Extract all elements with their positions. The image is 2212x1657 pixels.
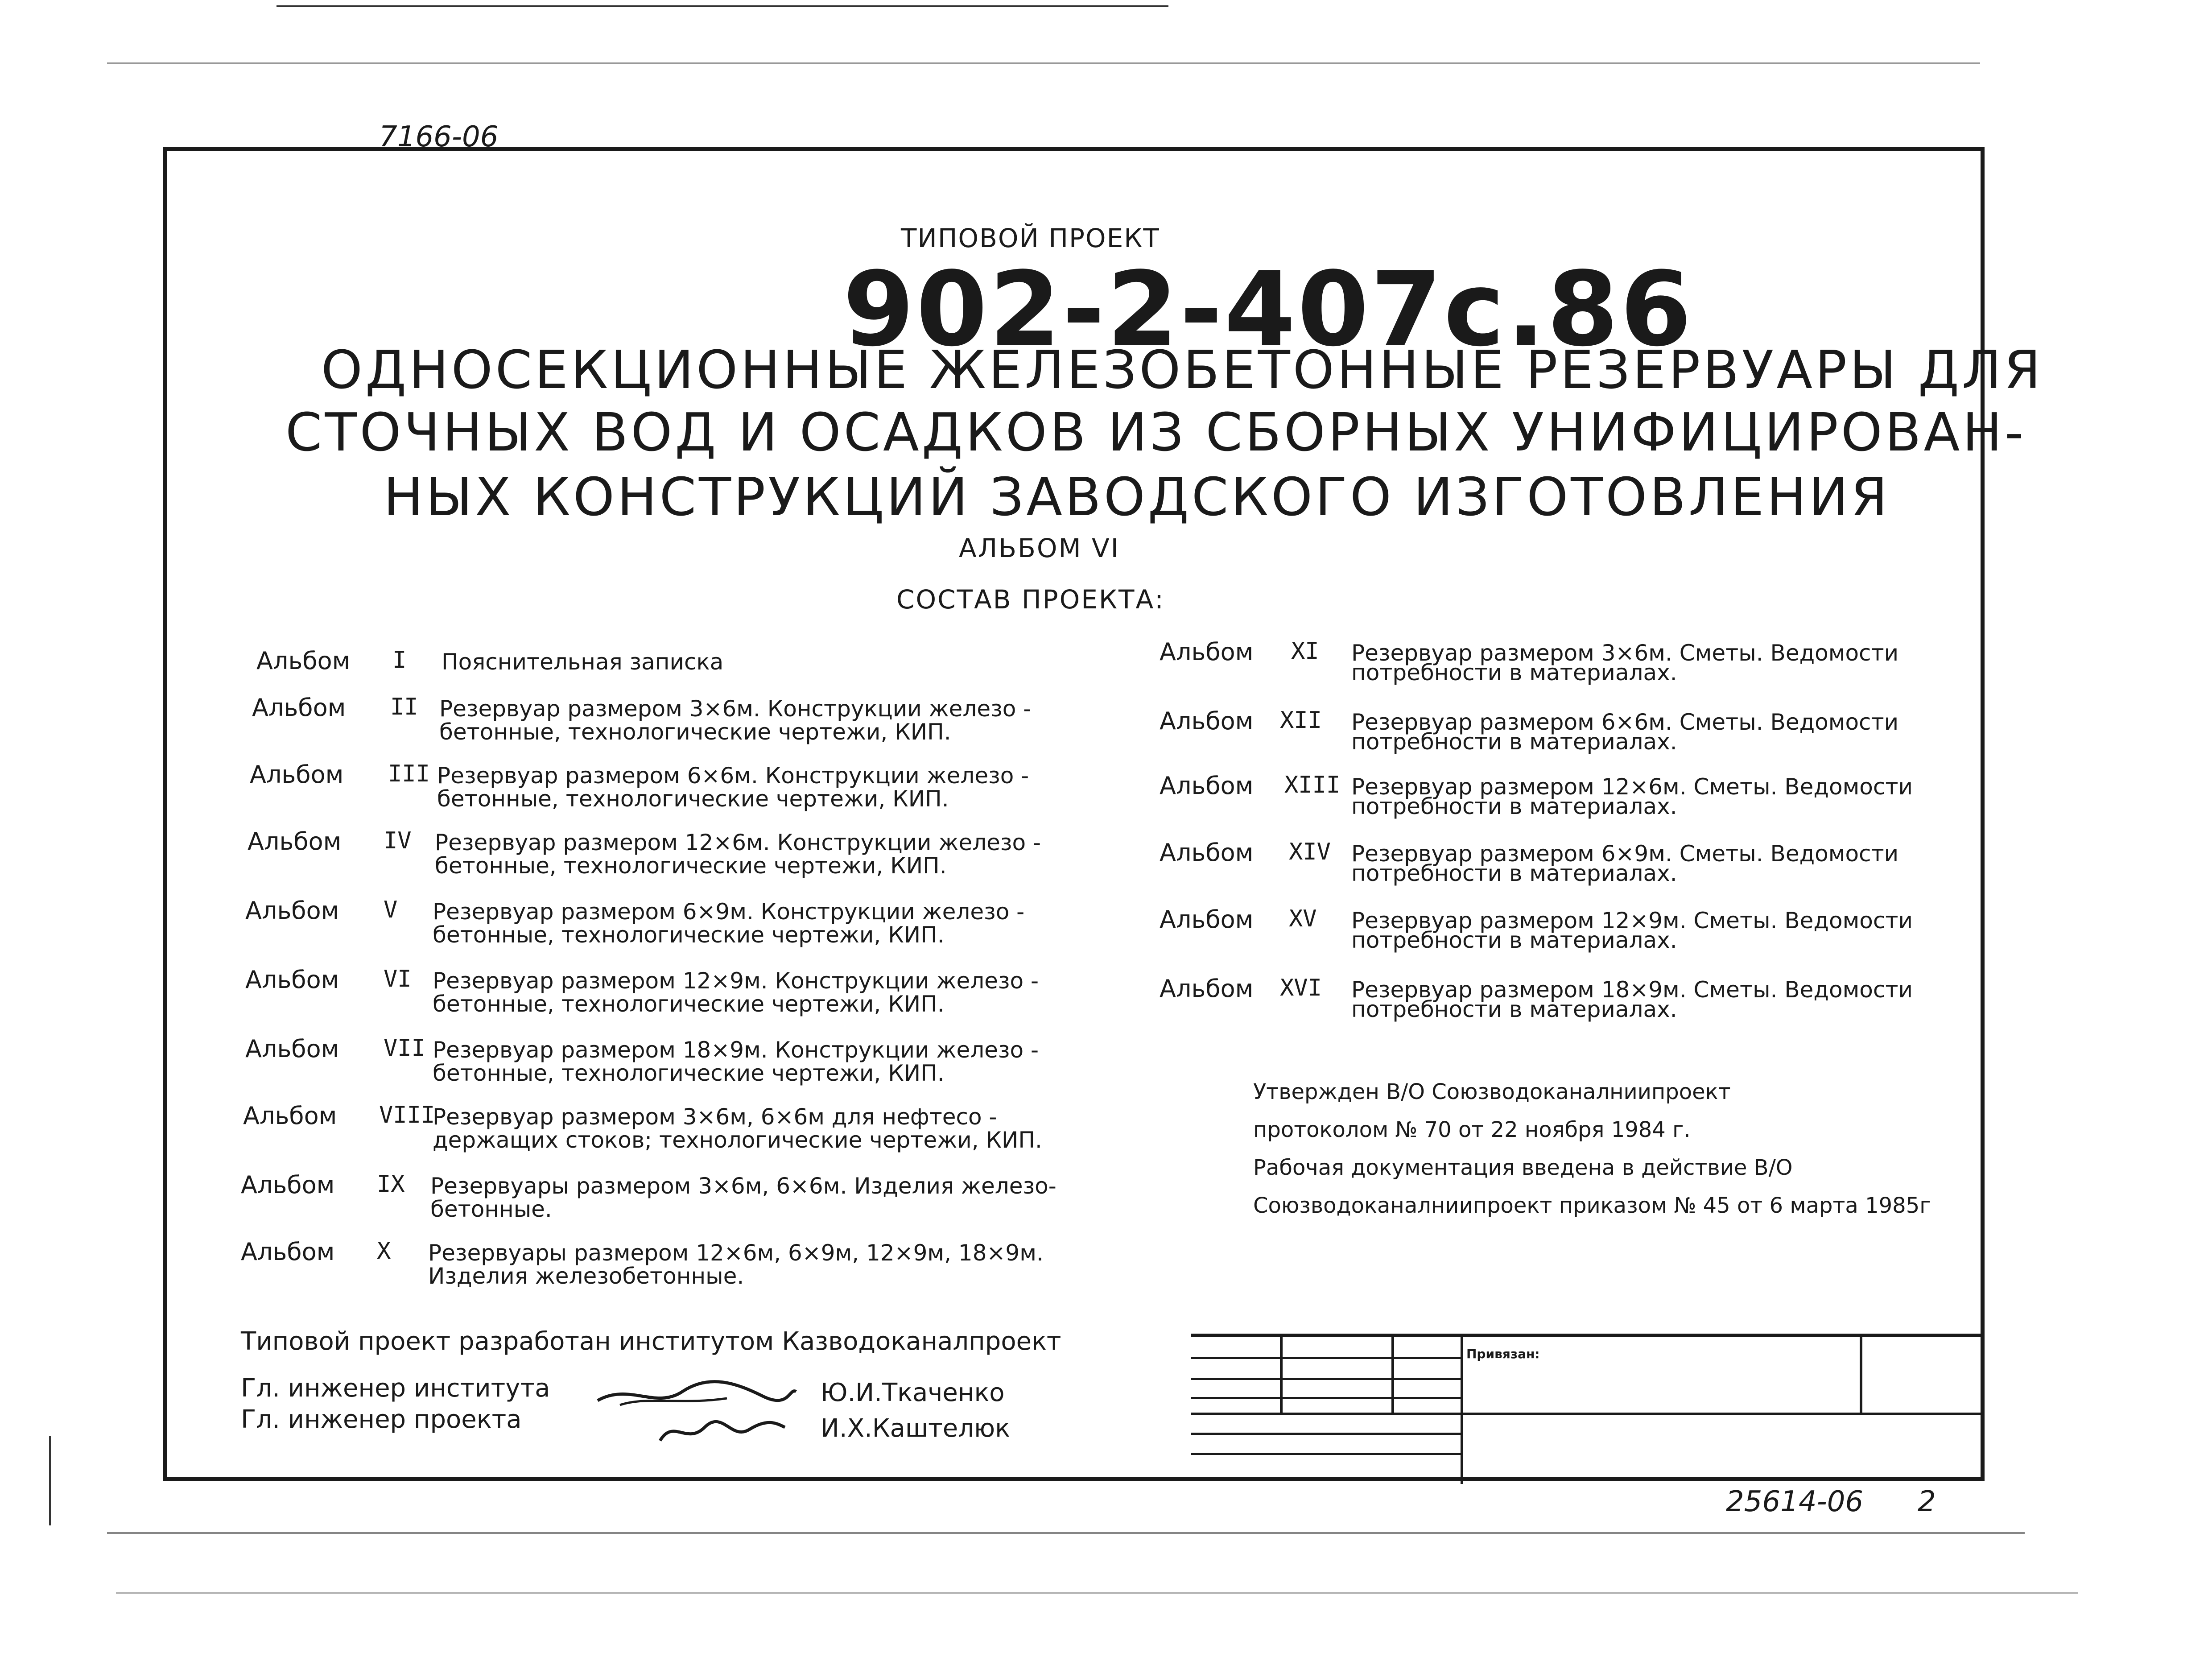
- album-label: Альбом: [1160, 975, 1254, 1003]
- album-numeral: XIV: [1289, 839, 1331, 865]
- album-label: Альбом: [245, 966, 339, 994]
- album-description-cont: бетонные, технологические чертежи, КИП.: [433, 1060, 945, 1086]
- document-code-top: 7166-06: [379, 120, 499, 153]
- stamp-row: [1191, 1397, 1461, 1399]
- project-kicker: ТИПОВОЙ ПРОЕКТ: [901, 223, 1160, 253]
- album-description-cont: потребности в материалах.: [1351, 660, 1677, 686]
- developer-line: Типовой проект разработан институтом Казводоканалпроект: [241, 1327, 1061, 1356]
- scan-mark-bottom-2: [116, 1592, 2078, 1594]
- album-description-cont: бетонные, технологические чертежи, КИП.: [433, 991, 945, 1017]
- stamp-row: [1191, 1433, 1461, 1435]
- stamp-row: [1191, 1453, 1461, 1455]
- album-description: Резервуары размером 3×6м, 6×6м. Изделия железо-: [430, 1173, 1056, 1199]
- album-label: Альбом: [1160, 905, 1254, 934]
- album-numeral: XI: [1291, 638, 1319, 665]
- album-description: Резервуар размером 6×6м. Конструкции железо -: [437, 763, 1029, 789]
- album-description: Резервуар размером 18×9м. Конструкции железо -: [433, 1037, 1039, 1063]
- album-description: Резервуар размером 12×9м. Сметы. Ведомости: [1351, 908, 1913, 934]
- name-chief-engineer-project: И.Х.Каштелюк: [821, 1414, 1011, 1443]
- album-label: Альбом: [243, 1102, 337, 1130]
- sheet-number: 2: [1918, 1485, 1936, 1518]
- album-description-cont: Изделия железобетонные.: [428, 1263, 744, 1289]
- album-description: Резервуар размером 6×9м. Конструкции железо -: [433, 899, 1025, 925]
- album-description: Резервуар размером 6×9м. Сметы. Ведомости: [1351, 841, 1899, 867]
- album-description: Резервуар размером 3×6м, 6×6м для нефтесо -: [433, 1104, 997, 1130]
- album-description-cont: бетонные, технологические чертежи, КИП.: [433, 922, 945, 948]
- album-numeral: II: [390, 694, 418, 720]
- role-chief-engineer-project: Гл. инженер проекта: [241, 1405, 522, 1434]
- stamp-divider: [1461, 1337, 1463, 1484]
- approval-line-1: Утвержден В/О Союзводоканалниипроект: [1253, 1079, 1731, 1104]
- album-numeral: IV: [384, 827, 412, 854]
- album-numeral: XV: [1289, 905, 1317, 932]
- album-label: Альбом: [245, 897, 339, 925]
- album-description-cont: бетонные.: [430, 1196, 552, 1222]
- scan-mark-top-1: [276, 5, 1168, 7]
- album-label: Альбом: [248, 827, 342, 855]
- scan-mark-left: [49, 1436, 51, 1525]
- title-line-2: СТОЧНЫХ ВОД И ОСАДКОВ ИЗ СБОРНЫХ УНИФИЦИРОВАН-: [285, 401, 2026, 463]
- album-description: Резервуары размером 12×6м, 6×9м, 12×9м, 18×9м.: [428, 1240, 1044, 1266]
- album-description-cont: бетонные, технологические чертежи, КИП.: [437, 786, 949, 812]
- role-chief-engineer-institute: Гл. инженер института: [241, 1374, 550, 1403]
- title-block: [1191, 1334, 1985, 1481]
- album-description-cont: держащих стоков; технологические чертежи, КИП.: [433, 1127, 1042, 1153]
- album-label: Альбом: [1160, 707, 1254, 735]
- album-description-cont: потребности в материалах.: [1351, 729, 1677, 755]
- album-label: Альбом: [1160, 638, 1254, 666]
- album-description: Резервуар размером 6×6м. Сметы. Ведомости: [1351, 709, 1899, 735]
- stamp-divider: [1391, 1337, 1394, 1413]
- album-numeral: VIII: [379, 1102, 435, 1128]
- album-description: Резервуар размером 12×6м. Конструкции железо -: [435, 830, 1041, 855]
- album-numeral: IX: [377, 1171, 405, 1198]
- footer-code: 25614-06: [1726, 1485, 1864, 1518]
- album-description: Пояснительная записка: [442, 649, 724, 675]
- stamp-divider: [1860, 1337, 1862, 1413]
- approval-line-4: Союзводоканалниипроект приказом № 45 от 6 марта 1985г: [1253, 1193, 1931, 1218]
- album-numeral: XVI: [1280, 975, 1322, 1001]
- title-line-3: НЫХ КОНСТРУКЦИЙ ЗАВОДСКОГО ИЗГОТОВЛЕНИЯ: [384, 466, 1890, 528]
- album-description-cont: потребности в материалах.: [1351, 927, 1677, 953]
- album-description-cont: потребности в материалах.: [1351, 793, 1677, 819]
- composition-title: СОСТАВ ПРОЕКТА:: [896, 584, 1165, 615]
- scan-mark-top-2: [107, 62, 1980, 64]
- stamp-row: [1191, 1378, 1461, 1380]
- album-description: Резервуар размером 3×6м. Конструкции железо -: [439, 696, 1032, 722]
- title-line-1: ОДНОСЕКЦИОННЫЕ ЖЕЛЕЗОБЕТОННЫЕ РЕЗЕРВУАРЫ ДЛЯ: [321, 339, 2043, 401]
- album-description: Резервуар размером 18×9м. Сметы. Ведомости: [1351, 977, 1913, 1003]
- album-numeral: X: [377, 1238, 391, 1264]
- album-numeral: I: [392, 647, 407, 674]
- album-description: Резервуар размером 12×6м. Сметы. Ведомости: [1351, 774, 1913, 800]
- signature-2: [656, 1414, 789, 1450]
- album-description-cont: потребности в материалах.: [1351, 860, 1677, 886]
- album-label: Альбом: [241, 1238, 335, 1266]
- name-chief-engineer-institute: Ю.И.Ткаченко: [821, 1378, 1005, 1407]
- album-label: Альбом: [1160, 772, 1254, 800]
- album-description: Резервуар размером 3×6м. Сметы. Ведомости: [1351, 640, 1899, 666]
- album-label: Альбом: [245, 1035, 339, 1063]
- album-description-cont: бетонные, технологические чертежи, КИП.: [439, 719, 951, 745]
- album-numeral: III: [388, 760, 430, 787]
- album-label: Альбом: [252, 694, 346, 722]
- album-numeral: VII: [384, 1035, 425, 1062]
- album-numeral: XIII: [1284, 772, 1341, 798]
- album-numeral: V: [384, 897, 398, 923]
- album-description: Резервуар размером 12×9м. Конструкции железо -: [433, 968, 1039, 994]
- stamp-divider: [1280, 1337, 1283, 1413]
- project-number: 902-2-407с.86: [843, 250, 1693, 369]
- album-subtitle: АЛЬБОМ VI: [959, 533, 1120, 563]
- album-numeral: VI: [384, 966, 412, 992]
- stamp-row: [1191, 1413, 1985, 1415]
- album-label: Альбом: [250, 760, 344, 789]
- album-label: Альбом: [241, 1171, 335, 1199]
- stamp-row: [1191, 1357, 1461, 1359]
- album-description-cont: бетонные, технологические чертежи, КИП.: [435, 853, 947, 879]
- album-numeral: XII: [1280, 707, 1322, 734]
- album-label: Альбом: [1160, 839, 1254, 867]
- approval-line-2: протоколом № 70 от 22 ноября 1984 г.: [1253, 1117, 1691, 1142]
- signature-1: [593, 1374, 798, 1414]
- album-label: Альбом: [256, 647, 351, 675]
- bound-label: Привязан:: [1466, 1347, 1540, 1361]
- album-description-cont: потребности в материалах.: [1351, 996, 1677, 1022]
- approval-line-3: Рабочая документация введена в действие В/О: [1253, 1155, 1793, 1180]
- scan-mark-bottom-1: [107, 1532, 2025, 1534]
